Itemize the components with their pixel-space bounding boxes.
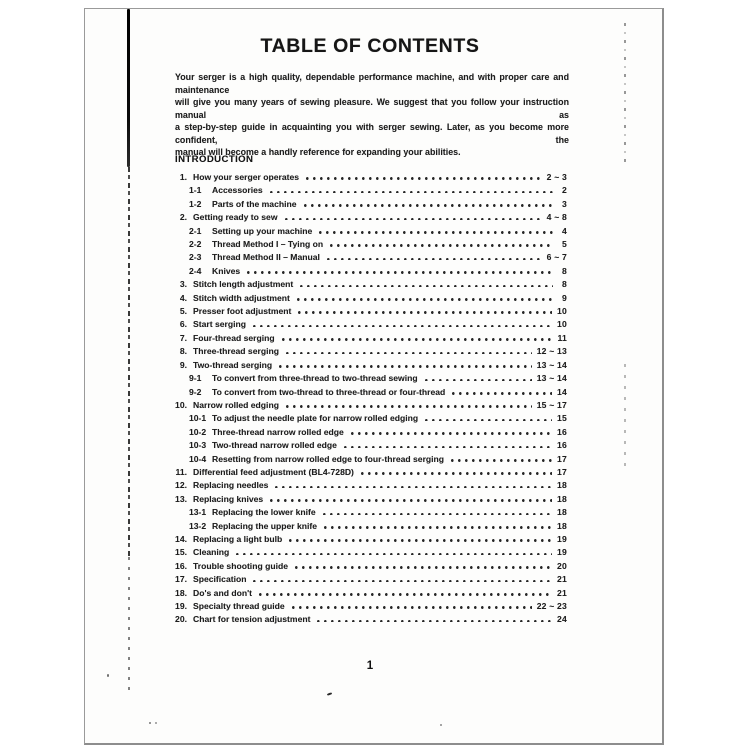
intro-line: will give you many years of sewing pleasure. We suggest that you follow your instruction manual as xyxy=(175,97,569,120)
toc-entry xyxy=(170,547,567,560)
toc-entry-pages: 5 xyxy=(562,239,567,250)
toc-entry-label: Knives xyxy=(212,265,241,276)
toc-entry-pages: 4 xyxy=(562,225,567,236)
dot-leader xyxy=(292,606,532,609)
toc-entry-pages: 9 xyxy=(562,292,567,303)
toc-entry-pages: 18 xyxy=(557,493,567,504)
toc-entry xyxy=(170,561,567,574)
toc-entry-number: 10-1 xyxy=(189,413,207,424)
toc-entry-number: 2-2 xyxy=(189,239,202,250)
scan-artifact xyxy=(624,364,626,469)
toc-entry-number: 20. xyxy=(175,614,187,625)
toc-entry-label: Specialty thread guide xyxy=(193,601,285,611)
toc-entry-label: Replacing the lower knife xyxy=(212,507,316,518)
toc-entry-number: 2-1 xyxy=(189,225,202,236)
toc-entry-number: 9-1 xyxy=(189,373,202,384)
toc-entry xyxy=(170,319,567,332)
toc-entry-number: 16. xyxy=(175,560,187,571)
toc-entry-label: Presser foot adjustment xyxy=(193,306,292,317)
toc-entry-label: Cleaning xyxy=(193,547,230,558)
dot-leader xyxy=(351,432,552,435)
dot-leader xyxy=(361,472,552,475)
dot-leader xyxy=(317,620,552,623)
dot-leader xyxy=(253,580,552,583)
toc-entry-label: Getting ready to sew xyxy=(193,212,278,223)
toc-entry-label: Differential feed adjustment (BL4-728D) xyxy=(193,466,354,477)
dot-leader xyxy=(275,486,552,489)
toc-entry-label: Three-thread serging xyxy=(193,346,279,357)
toc-entry-pages: 17 xyxy=(557,466,567,477)
toc-entry-label: Stitch length adjustment xyxy=(193,279,294,290)
toc-entry-label: Accessories xyxy=(212,185,263,196)
toc-entry-pages: 13 ~ 14 xyxy=(536,359,567,370)
toc-entry-pages: 18 xyxy=(557,480,567,491)
toc-entry-number: 10-4 xyxy=(189,453,207,464)
toc-entry-pages: 17 xyxy=(557,453,567,464)
toc-entry xyxy=(170,293,567,306)
toc-entry-pages: 21 xyxy=(557,587,567,598)
toc-entry-pages: 6 ~ 7 xyxy=(546,252,567,263)
dot-leader xyxy=(286,352,532,355)
toc-list xyxy=(170,172,567,628)
toc-entry-label: Four-thread serging xyxy=(193,332,275,343)
toc-entry-label: Start serging xyxy=(193,319,247,330)
dot-leader xyxy=(298,311,552,314)
toc-entry xyxy=(170,413,567,426)
dot-leader xyxy=(295,566,552,569)
toc-entry-label: Do's and don't xyxy=(193,587,252,598)
toc-entry xyxy=(170,494,567,507)
toc-entry xyxy=(170,400,567,413)
toc-entry-number: 10-2 xyxy=(189,426,207,437)
toc-entry xyxy=(170,387,567,400)
toc-entry-number: 3. xyxy=(179,279,187,290)
toc-entry-number: 10. xyxy=(175,399,187,410)
toc-entry xyxy=(170,212,567,225)
toc-entry xyxy=(170,373,567,386)
toc-entry-pages: 13 ~ 14 xyxy=(536,373,567,384)
scan-speck xyxy=(155,722,157,724)
toc-entry xyxy=(170,534,567,547)
toc-entry-pages: 3 xyxy=(562,198,567,209)
toc-entry-label: Setting up your machine xyxy=(212,225,313,236)
toc-entry xyxy=(170,239,567,252)
toc-entry-pages: 8 xyxy=(562,265,567,276)
toc-entry xyxy=(170,360,567,373)
section-heading: INTRODUCTION xyxy=(175,154,254,165)
document-page xyxy=(84,8,664,745)
toc-entry-number: 1. xyxy=(179,172,187,182)
toc-entry xyxy=(170,521,567,534)
toc-entry xyxy=(170,614,567,627)
dot-leader xyxy=(324,526,552,529)
toc-entry xyxy=(170,480,567,493)
dot-leader xyxy=(279,365,532,368)
toc-entry-number: 13-1 xyxy=(189,507,207,518)
dot-leader xyxy=(270,499,552,502)
dot-leader xyxy=(253,325,552,328)
toc-entry-number: 5. xyxy=(179,306,187,317)
toc-entry-label: Two-thread narrow rolled edge xyxy=(212,440,337,451)
toc-entry-label: How your serger operates xyxy=(193,172,300,182)
toc-entry-label: To adjust the needle plate for narrow rolled edging xyxy=(212,413,419,424)
toc-entry-pages: 10 xyxy=(557,319,567,330)
toc-entry-pages: 18 xyxy=(557,520,567,531)
dot-leader xyxy=(327,258,542,261)
toc-entry-label: Trouble shooting guide xyxy=(193,560,289,571)
toc-entry-label: Specification xyxy=(193,574,247,585)
toc-entry xyxy=(170,252,567,265)
toc-entry-number: 8. xyxy=(179,346,187,357)
dot-leader xyxy=(270,191,553,194)
dot-leader xyxy=(282,338,553,341)
toc-entry xyxy=(170,454,567,467)
toc-entry-number: 10-3 xyxy=(189,440,207,451)
toc-entry-pages: 16 xyxy=(557,426,567,437)
scan-speck xyxy=(107,674,109,677)
scan-speck xyxy=(149,722,151,724)
toc-entry-pages: 22 ~ 23 xyxy=(536,601,567,611)
toc-entry-number: 7. xyxy=(179,332,187,343)
binding-line xyxy=(127,9,130,167)
dot-leader xyxy=(319,231,553,234)
toc-entry-pages: 19 xyxy=(557,533,567,544)
dot-leader xyxy=(297,298,553,301)
toc-entry-number: 2-3 xyxy=(189,252,202,263)
toc-entry-pages: 15 ~ 17 xyxy=(536,399,567,410)
toc-entry-label: Replacing a light bulb xyxy=(193,533,283,544)
toc-entry-label: Parts of the machine xyxy=(212,198,297,209)
toc-entry-label: Three-thread narrow rolled edge xyxy=(212,426,344,437)
dot-leader xyxy=(323,513,552,516)
toc-entry-label: Chart for tension adjustment xyxy=(193,614,311,625)
toc-entry xyxy=(170,306,567,319)
toc-entry-number: 17. xyxy=(175,574,187,585)
toc-entry-label: Replacing the upper knife xyxy=(212,520,318,531)
toc-entry-pages: 16 xyxy=(557,440,567,451)
toc-entry-pages: 4 ~ 8 xyxy=(546,212,567,223)
toc-entry xyxy=(170,199,567,212)
toc-entry xyxy=(170,588,567,601)
dot-leader xyxy=(289,539,552,542)
toc-entry-label: Narrow rolled edging xyxy=(193,399,279,410)
toc-entry-label: Thread Method I – Tying on xyxy=(212,239,324,250)
toc-entry-number: 2. xyxy=(179,212,187,223)
toc-entry-pages: 14 xyxy=(557,386,567,397)
toc-entry-number: 13. xyxy=(175,493,187,504)
toc-entry-pages: 2 ~ 3 xyxy=(546,172,567,182)
toc-entry-label: Stitch width adjustment xyxy=(193,292,290,303)
toc-entry-number: 11. xyxy=(175,466,187,477)
toc-entry xyxy=(170,346,567,359)
dot-leader xyxy=(451,459,552,462)
toc-entry-number: 1-2 xyxy=(189,198,202,209)
toc-entry-pages: 15 xyxy=(557,413,567,424)
toc-entry-pages: 2 xyxy=(562,185,567,196)
toc-entry-pages: 8 xyxy=(562,279,567,290)
toc-entry-label: To convert from three-thread to two-thread sewing xyxy=(212,373,418,384)
dot-leader xyxy=(236,553,552,556)
toc-entry xyxy=(170,467,567,480)
dot-leader xyxy=(286,405,532,408)
toc-entry-number: 15. xyxy=(175,547,187,558)
toc-entry xyxy=(170,279,567,292)
toc-entry xyxy=(170,507,567,520)
dot-leader xyxy=(285,218,542,221)
dot-leader xyxy=(425,419,552,422)
toc-entry-pages: 10 xyxy=(557,306,567,317)
toc-entry-pages: 24 xyxy=(557,614,567,625)
toc-entry xyxy=(170,440,567,453)
dot-leader xyxy=(247,271,553,274)
toc-entry xyxy=(170,427,567,440)
toc-entry-number: 9-2 xyxy=(189,386,202,397)
toc-entry xyxy=(170,185,567,198)
toc-entry xyxy=(170,226,567,239)
toc-entry-number: 4. xyxy=(179,292,187,303)
toc-entry xyxy=(170,333,567,346)
toc-entry-number: 13-2 xyxy=(189,520,207,531)
toc-entry-number: 19. xyxy=(175,601,187,611)
toc-entry-pages: 11 xyxy=(557,332,567,343)
toc-entry-number: 18. xyxy=(175,587,187,598)
page-number: 1 xyxy=(366,660,374,672)
dot-leader xyxy=(330,244,553,247)
dot-leader xyxy=(344,446,552,449)
toc-entry-label: Thread Method II – Manual xyxy=(212,252,320,263)
toc-entry-number: 14. xyxy=(175,533,187,544)
intro-line: Your serger is a high quality, dependable performance machine, and with proper care and maintenance xyxy=(175,72,569,95)
dot-leader xyxy=(304,204,553,207)
toc-entry-pages: 18 xyxy=(557,507,567,518)
toc-entry-label: Resetting from narrow rolled edge to four-thread serging xyxy=(212,453,445,464)
dot-leader xyxy=(425,379,532,382)
dot-leader xyxy=(306,177,542,180)
toc-entry-pages: 20 xyxy=(557,560,567,571)
toc-entry-pages: 21 xyxy=(557,574,567,585)
dot-leader xyxy=(452,392,552,395)
page-title: TABLE OF CONTENTS xyxy=(260,35,480,57)
toc-entry-pages: 19 xyxy=(557,547,567,558)
toc-entry-number: 1-1 xyxy=(189,185,202,196)
dot-leader xyxy=(300,285,553,288)
toc-entry-label: Replacing knives xyxy=(193,493,264,504)
toc-entry-label: To convert from two-thread to three-thread or four-thread xyxy=(212,386,446,397)
dot-leader xyxy=(259,593,552,596)
toc-entry xyxy=(170,266,567,279)
binding-line-dashes xyxy=(128,167,130,557)
intro-paragraph xyxy=(175,71,569,159)
toc-entry xyxy=(170,601,567,614)
binding-line-dashes xyxy=(128,557,130,695)
toc-entry-number: 6. xyxy=(179,319,187,330)
intro-line: manual will become a handly reference for expanding your abilities. xyxy=(175,147,461,157)
scan-artifact xyxy=(624,23,626,163)
toc-entry xyxy=(170,172,567,185)
toc-entry-pages: 12 ~ 13 xyxy=(536,346,567,357)
toc-entry-label: Replacing needles xyxy=(193,480,269,491)
toc-entry-number: 12. xyxy=(175,480,187,491)
toc-entry-label: Two-thread serging xyxy=(193,359,273,370)
toc-entry-number: 9. xyxy=(179,359,187,370)
toc-entry xyxy=(170,574,567,587)
intro-line: a step-by-step guide in acquainting you with serger sewing. Later, as you become more confident, the xyxy=(175,122,569,145)
page-content xyxy=(174,9,569,746)
toc-entry-number: 2-4 xyxy=(189,265,202,276)
